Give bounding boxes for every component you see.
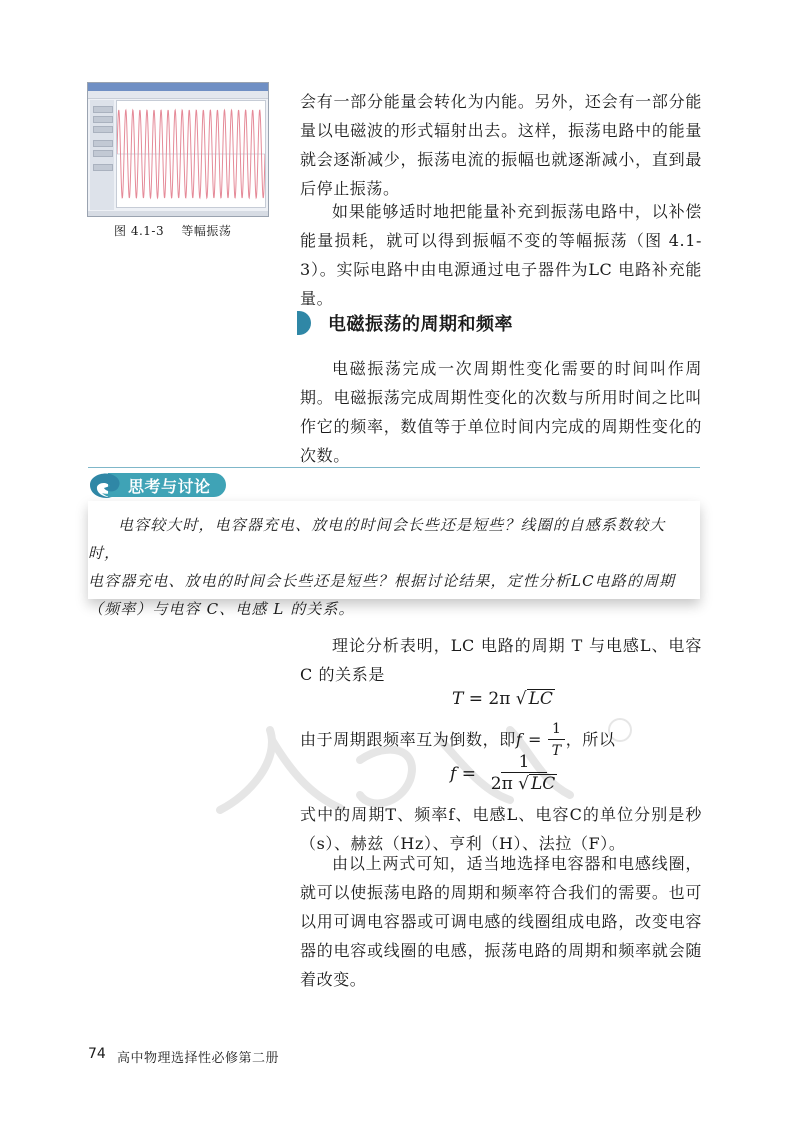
reciprocal-text-before: 由于周期跟频率互为倒数，即 xyxy=(300,730,516,749)
frequency-denominator-radicand: LC xyxy=(531,774,556,794)
figure-control-panel xyxy=(90,100,114,210)
discussion-rule xyxy=(88,467,700,468)
oscillation-figure xyxy=(87,82,269,217)
discussion-line-1: 电容较大时，电容器充电、放电的时间会长些还是短些？线圈的自感系数较大时， xyxy=(88,516,666,562)
paragraph-energy-loss: 会有一部分能量会转化为内能。另外，还会有一部分能量以电磁波的形式辐射出去。这样，振荡电路中的能量就会逐渐减少，振荡电流的振幅也就逐渐减小，直到最后停止振荡。 xyxy=(300,92,702,198)
figure-caption xyxy=(114,222,231,239)
frequency-fraction-denominator: 2π √ LC xyxy=(490,774,556,794)
inline-fraction-numerator: 1 xyxy=(548,719,566,740)
formula-frequency xyxy=(450,752,561,795)
frequency-denominator-prefix: 2π xyxy=(490,774,519,794)
discussion-text xyxy=(88,511,684,623)
inline-fraction-denominator: T xyxy=(551,743,562,759)
book-title: 高中物理选择性必修第二册 xyxy=(117,1051,280,1066)
reciprocal-text-after: ，所以 xyxy=(565,730,616,749)
figure-caption-text: 等幅振荡 xyxy=(181,224,232,238)
paragraph-theory: 理论分析表明，LC 电路的周期 T 与电感L、电容C 的关系是 xyxy=(300,636,702,684)
waveform-plot xyxy=(116,100,266,208)
discussion-box xyxy=(88,501,700,618)
discussion-icon xyxy=(88,471,128,499)
figure-statusbar xyxy=(88,211,268,216)
paragraph-units: 式中的周期T、频率f、电感L、电容C的单位分别是秒（s）、赫兹（Hz）、亨利（H）、法拉（F）。 xyxy=(300,805,702,853)
paragraph-adjustable: 由以上两式可知，适当地选择电容器和电感线圈，就可以使振荡电路的周期和频率符合我们的需要。也可以用可调电容器或可调电感的线圈组成电路，改变电容器的电容或线圈的电感，振荡电路的周期和频率就会随着改变。 xyxy=(300,854,702,989)
section-marker xyxy=(297,311,311,335)
frequency-fraction xyxy=(487,752,562,795)
figure-menubar xyxy=(88,91,268,99)
figure-titlebar xyxy=(88,83,268,91)
discussion-title: 思考与讨论 xyxy=(128,477,211,496)
discussion-badge xyxy=(88,471,226,499)
paragraph-period-definition: 电磁振荡完成一次周期性变化需要的时间叫作周期。电磁振荡完成周期性变化的次数与所用时间之比叫作它的频率，数值等于单位时间内完成的周期性变化的次数。 xyxy=(300,359,702,465)
inline-formula-eq: = xyxy=(522,730,548,749)
figure-caption-label: 图 4.1-3 xyxy=(114,224,165,238)
formula-frequency-lhs: f xyxy=(450,763,457,784)
formula-frequency-eq: = xyxy=(456,763,487,784)
waveform-svg xyxy=(117,101,265,207)
page-number: 74 xyxy=(88,1046,106,1062)
formula-period: T = 2π √ LC xyxy=(452,689,553,709)
formula-period-radicand: LC xyxy=(528,689,553,709)
formula-period-lhs: T xyxy=(452,689,464,709)
section-title: 电磁振荡的周期和频率 xyxy=(328,314,513,335)
formula-period-eq: = 2π xyxy=(463,689,516,709)
discussion-rest: 电容器充电、放电的时间会长些还是短些？根据讨论结果，定性分析LC电路的周期（频率）与电容 C、电感 L 的关系。 xyxy=(88,572,676,618)
paragraph-constant-amplitude: 如果能够适时地把能量补充到振荡电路中，以补偿能量损耗，就可以得到振幅不变的等幅振荡（图 4.1-3）。实际电路中由电源通过电子器件为LC 电路补充能量。 xyxy=(300,202,702,308)
inline-formula-lhs: f xyxy=(515,730,523,749)
frequency-fraction-numerator: 1 xyxy=(501,752,548,773)
